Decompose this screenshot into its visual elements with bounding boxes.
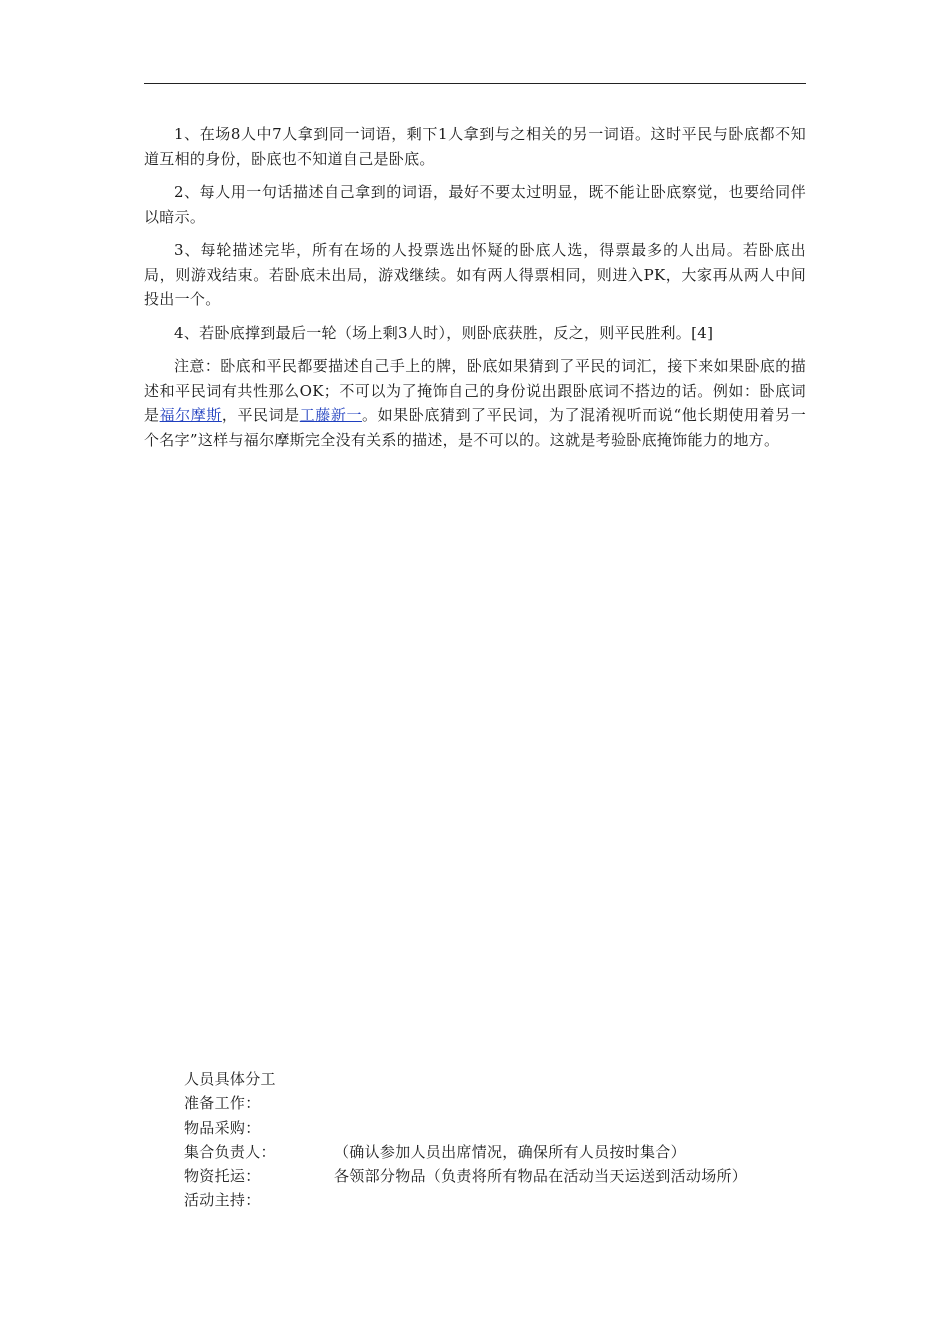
link-shinichi-kudo[interactable]: 工藤新一	[299, 406, 363, 424]
note-text-1: 注意：卧底和平民都要描述自己手上的牌，卧底如果猜到了平民的词汇，接下来如果卧底的描述和平民词有共性那么OK；不可以为了掩饰自己的身份说出跟卧底词不搭边的话。例如：卧底词是	[144, 357, 806, 424]
rule-paragraph-1: 1、在场8人中7人拿到同一词语，剩下1人拿到与之相关的另一词语。这时平民与卧底都不知道互相的身份，卧底也不知道自己是卧底。	[144, 125, 806, 168]
rule-paragraph-3: 3、每轮描述完毕，所有在场的人投票选出怀疑的卧底人选，得票最多的人出局。若卧底出局，则游戏结束。若卧底未出局，游戏继续。如有两人得票相同，则进入PK，大家再从两人中间投出一个。	[144, 241, 806, 308]
note-paragraph	[144, 354, 806, 452]
note-text-3: 。如果卧底猜到了平民词，为了混淆视听而说“他长期使用着另一个名字”这样与福尔摩斯完全没有关系的描述，是不可以的。这就是考验卧底掩饰能力的地方。	[144, 406, 806, 449]
link-sherlock-holmes[interactable]: 福尔摩斯	[159, 406, 222, 424]
note-text-2: ，平民词是	[221, 406, 300, 424]
staff-label: 物品采购：	[184, 1118, 261, 1137]
staff-note: 各领部分物品（负责将所有物品在活动当天运送到活动场所）	[334, 1167, 748, 1186]
staff-label: 活动主持：	[184, 1191, 261, 1210]
staff-note: （确认参加人员出席情况，确保所有人员按时集合）	[334, 1142, 686, 1161]
rules-section	[144, 122, 806, 461]
staff-row-shipping	[184, 1164, 824, 1188]
staff-label: 准备工作：	[184, 1094, 261, 1113]
staff-assignment-section	[184, 1067, 824, 1213]
staff-row-purchasing	[184, 1116, 824, 1140]
staff-section-title: 人员具体分工	[184, 1070, 276, 1088]
header-rule	[144, 83, 806, 84]
staff-label: 集合负责人：	[184, 1142, 276, 1161]
staff-row-host	[184, 1188, 824, 1212]
staff-row-assembly	[184, 1140, 824, 1164]
rule-paragraph-2: 2、每人用一句话描述自己拿到的词语，最好不要太过明显，既不能让卧底察觉，也要给同伴以暗示。	[144, 183, 806, 226]
staff-row-preparation	[184, 1091, 824, 1115]
staff-label: 物资托运：	[184, 1167, 261, 1186]
rule-paragraph-4: 4、若卧底撑到最后一轮（场上剩3人时），则卧底获胜，反之，则平民胜利。[4]	[174, 323, 714, 342]
